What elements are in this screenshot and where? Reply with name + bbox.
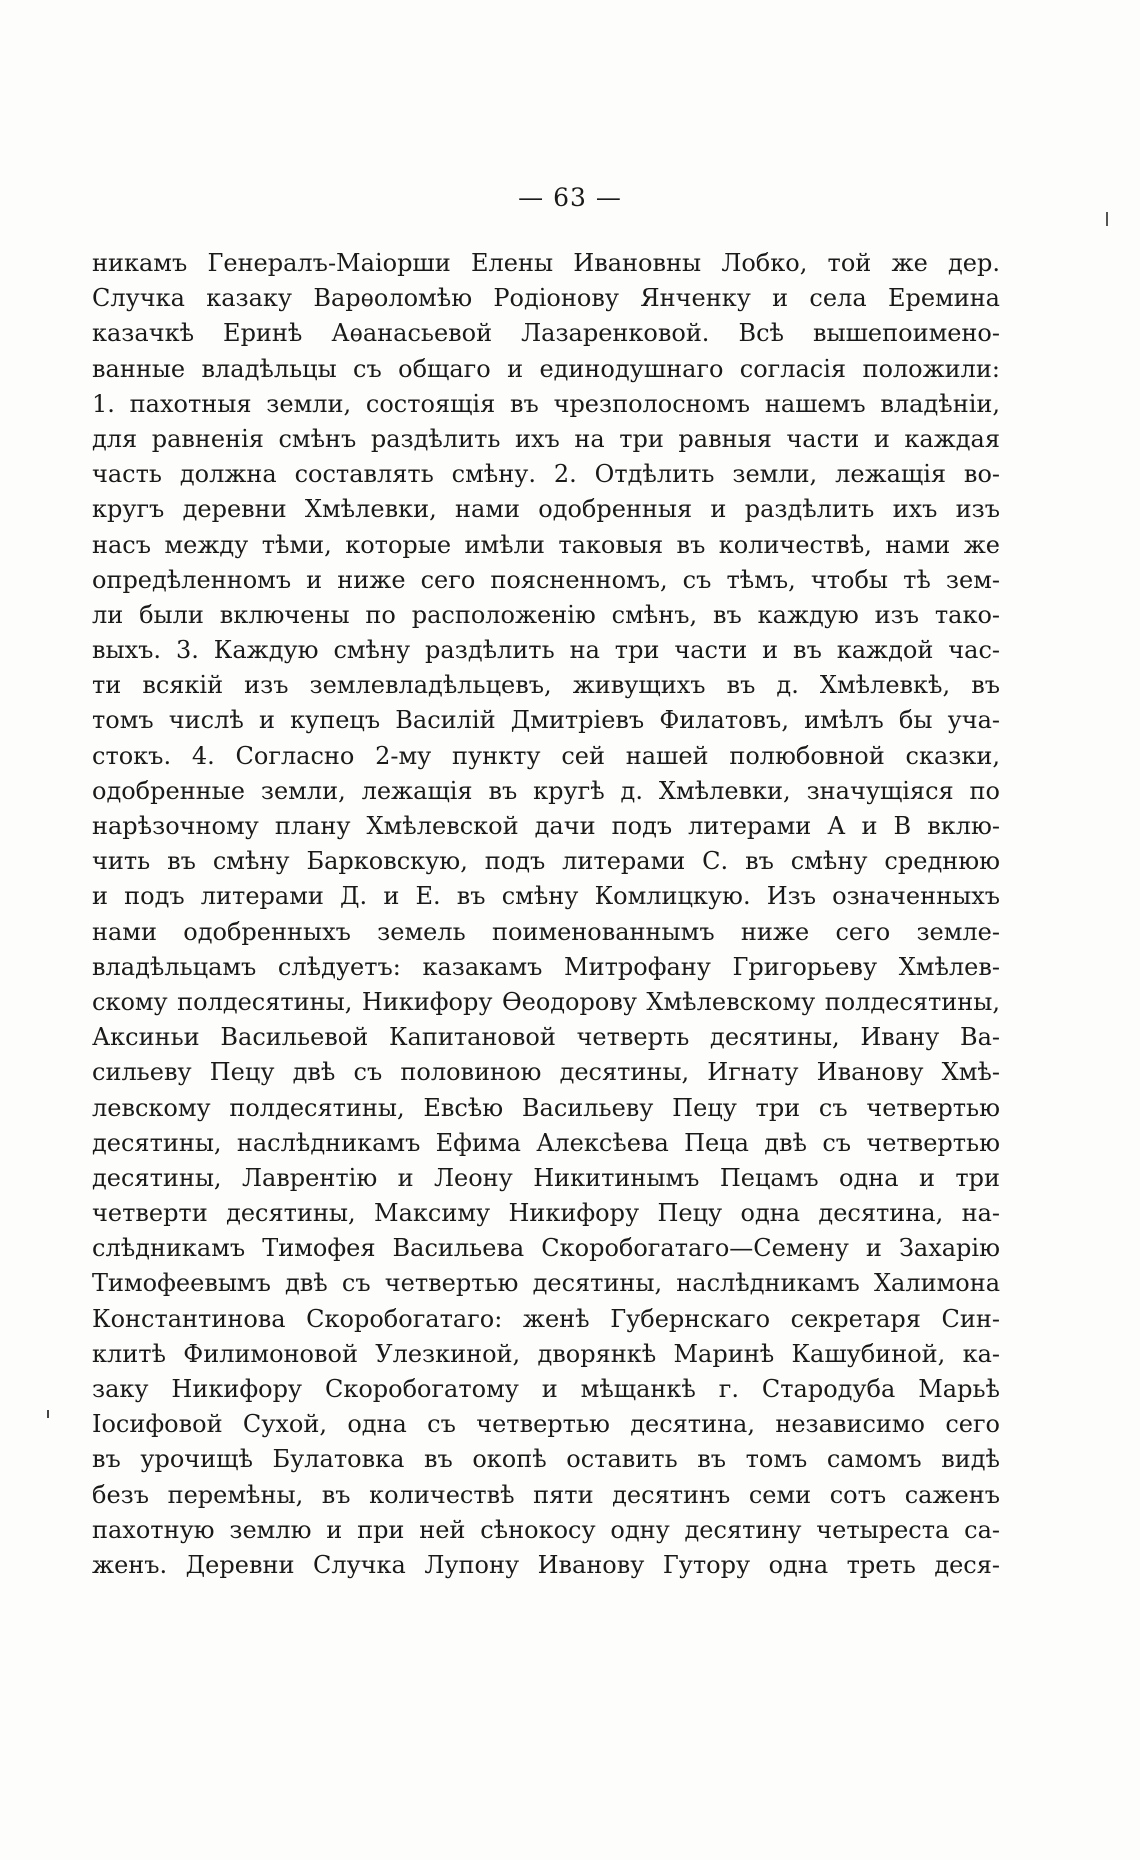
text-line: въ урочищѣ Булатовка въ окопѣ оставить въ томъ самомъ видѣ — [92, 1445, 1000, 1474]
text-line: клитѣ Филимоновой Улезкиной, дворянкѣ Маринѣ Кашубиной, ка- — [92, 1339, 1000, 1368]
text-line: для равненiя смѣнъ раздѣлить ихъ на три равныя части и каждая — [92, 424, 1000, 453]
text-line: нами одобренныхъ земель поименованнымъ ниже сего земле- — [92, 917, 1000, 946]
text-line: заку Никифору Скоробогатому и мѣщанкѣ г. Стародуба Марьѣ — [92, 1375, 1000, 1403]
text-line: часть должна составлять смѣну. 2. Отдѣлить земли, лежащiя во- — [92, 460, 1000, 489]
text-line: Константинова Скоробогатаго: женѣ Губернскаго секретаря Син- — [92, 1304, 1000, 1333]
margin-mark — [47, 1410, 49, 1418]
text-line: насъ между тѣми, которые имѣли таковыя въ количествѣ, нами же — [92, 530, 1000, 559]
text-line: владѣльцамъ слѣдуетъ: казакамъ Митрофану Григорьеву Хмѣлев- — [92, 952, 1000, 981]
text-line: чить въ смѣну Барковскую, подъ литерами С. въ смѣну среднюю — [92, 847, 1000, 876]
text-line: стокъ. 4. Согласно 2-му пункту сей нашей полюбовной сказки, — [92, 741, 1000, 770]
text-line: Аксиньи Васильевой Капитановой четверть десятины, Ивану Ва- — [92, 1023, 1000, 1052]
text-line: Случка казаку Варѳоломѣю Родiонову Янченку и села Еремина — [92, 284, 1000, 313]
text-line: левскому полдесятины, Евсѣю Васильеву Пецу три съ четвертью — [92, 1093, 1000, 1122]
text-line: десятины, Лаврентiю и Леону Никитинымъ Пецамъ одна и три — [92, 1163, 1000, 1192]
text-line: женъ. Деревни Случка Лупону Иванову Гутору одна треть деся- — [92, 1550, 1000, 1579]
text-line: Тимофеевымъ двѣ съ четвертью десятины, наслѣдникамъ Халимона — [92, 1269, 1000, 1298]
text-line: слѣдникамъ Тимофея Васильева Скоробогатаго—Семену и Захарiю — [92, 1234, 1000, 1263]
text-line: выхъ. 3. Каждую смѣну раздѣлить на три части и въ каждой час- — [92, 636, 1000, 665]
text-line: скому полдесятины, Никифору Ѳеодорову Хмѣлевскому полдесятины, — [92, 987, 1000, 1016]
text-line: томъ числѣ и купецъ Василiй Дмитрiевъ Филатовъ, имѣлъ бы уча- — [92, 706, 1000, 735]
text-line: десятины, наслѣдникамъ Ефима Алексѣева Пеца двѣ съ четвертью — [92, 1128, 1000, 1157]
scan-edge-mark — [1106, 212, 1108, 226]
text-line: кругъ деревни Хмѣлевки, нами одобренныя и раздѣлить ихъ изъ — [92, 495, 1000, 524]
text-line: опредѣленномъ и ниже сего поясненномъ, съ тѣмъ, чтобы тѣ зем- — [92, 565, 1000, 594]
text-line: ти всякiй изъ землевладѣльцевъ, живущихъ въ д. Хмѣлевкѣ, въ — [92, 671, 1000, 700]
text-line: никамъ Генералъ-Маiорши Елены Ивановны Лобко, той же дер. — [92, 249, 1000, 277]
text-line: 1. пахотныя земли, состоящiя въ чрезполосномъ нашемъ владѣнiи, — [92, 389, 1000, 418]
text-line: Iосифовой Сухой, одна съ четвертью десятина, независимо сего — [92, 1410, 1000, 1439]
text-line: четверти десятины, Максиму Никифору Пецу одна десятина, на- — [92, 1199, 1000, 1228]
text-line: казачкѣ Еринѣ Аѳанасьевой Лазаренковой. Всѣ вышепоимено- — [92, 319, 1000, 348]
body-text — [92, 246, 1000, 1583]
text-line: нарѣзочному плану Хмѣлевской дачи подъ литерами А и В вклю- — [92, 812, 1000, 840]
text-line: сильеву Пецу двѣ съ половиною десятины, Игнату Иванову Хмѣ- — [92, 1058, 1000, 1087]
page-number: — 63 — — [518, 183, 622, 212]
text-line: ванные владѣльцы съ общаго и единодушнаго согласiя положили: — [92, 354, 1000, 383]
text-line: пахотную землю и при ней сѣнокосу одну десятину четыреста са- — [92, 1515, 1000, 1544]
text-line: безъ перемѣны, въ количествѣ пяти десятинъ семи сотъ саженъ — [92, 1480, 1000, 1509]
text-line: и подъ литерами Д. и Е. въ смѣну Комлицкую. Изъ означенныхъ — [92, 882, 1000, 911]
text-line: одобренные земли, лежащiя въ кругѣ д. Хмѣлевки, значущiяся по — [92, 776, 1000, 805]
text-line: ли были включены по расположенiю смѣнъ, въ каждую изъ тако- — [92, 600, 1000, 629]
